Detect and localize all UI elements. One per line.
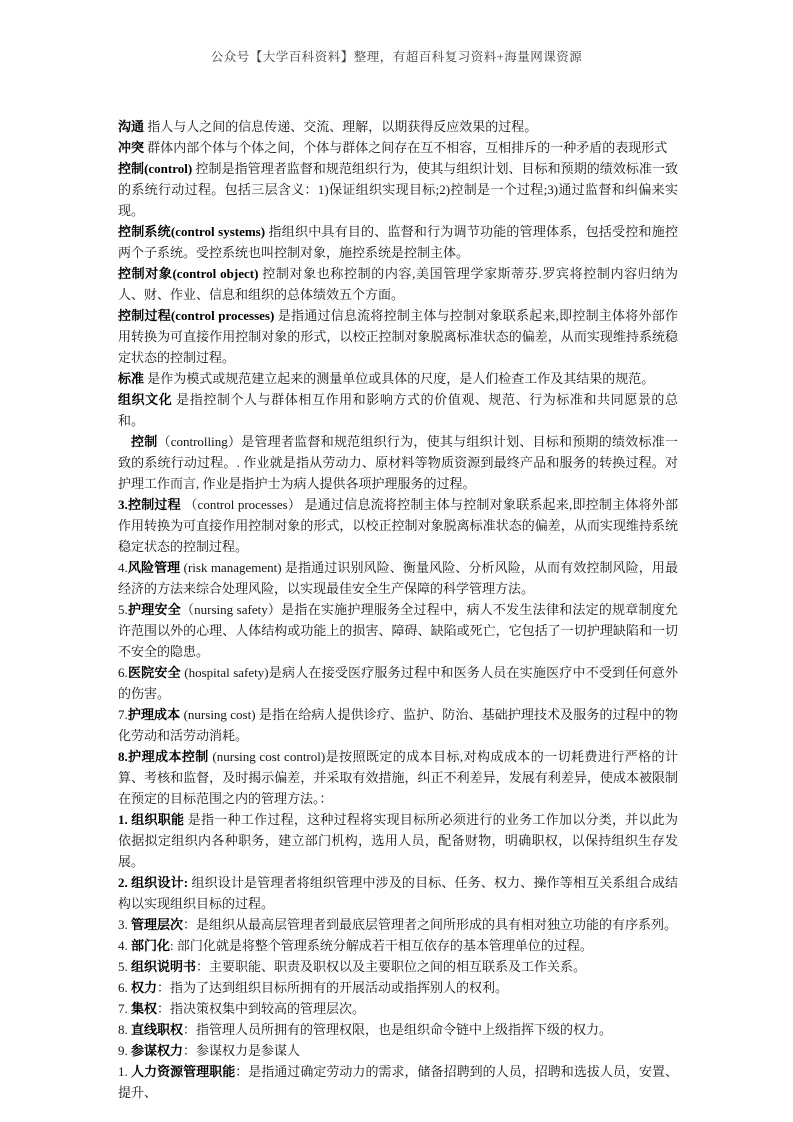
- definition-text: 群体内部个体与个体之间，个体与群体之间存在互不相容，互相排斥的一种矛盾的表现形式: [144, 140, 668, 155]
- definition-text: 6.: [118, 665, 128, 680]
- term-label: 集权: [131, 1001, 158, 1016]
- definition-paragraph: [118, 557, 678, 599]
- definition-paragraph: [118, 431, 678, 494]
- definition-text: 是指一种工作过程，这种过程将实现目标所必须进行的业务工作加以分类，并以此为依据拟定组织内各种职务，建立部门机构，选用人员，配备财物，明确职权，以保持组织生存发展。: [118, 812, 678, 869]
- term-label: 8.护理成本控制: [118, 749, 209, 764]
- term-label: 护理成本: [127, 707, 181, 722]
- definition-text: 4.: [118, 938, 131, 953]
- definition-text: 8.: [118, 1022, 131, 1037]
- definition-text: （nursing safety）是指在实施护理服务全过程中，病人不发生法律和法定的规章制度允许范围以外的心理、人体结构或功能上的损害、障碍、缺陷或死亡，它包括了一切护理缺陷和一切不安全的隐患。: [118, 602, 678, 659]
- definition-text: 控制是指管理者监督和规范组织行为，使其与组织计划、目标和预期的绩效标准一致的系统行动过程。包括三层含义：1)保证组织实现目标;2)控制是一个过程;3)通过监督和纠偏来实现。: [118, 161, 678, 218]
- term-label: 权力: [131, 980, 158, 995]
- definition-text: 是指控制个人与群体相互作用和影响方式的价值观、规范、行为标准和共同愿景的总和。: [118, 392, 678, 428]
- term-label: 3.控制过程: [118, 497, 181, 512]
- definition-text: ：主要职能、职责及职权以及主要职位之间的相互联系及工作关系。: [196, 959, 587, 974]
- definition-text: 组织设计是管理者将组织管理中涉及的目标、任务、权力、操作等相互关系组合成结构以实现组织目标的过程。: [118, 875, 678, 911]
- term-label: 控制系统(control systems): [118, 224, 266, 239]
- definition-text: 5.: [118, 602, 128, 617]
- definition-text: 5.: [118, 959, 131, 974]
- definition-text: (hospital safety)是病人在接受医疗服务过程中和医务人员在实施医疗中不受到任何意外的伤害。: [118, 665, 678, 701]
- definition-text: ：指决策权集中到较高的管理层次。: [157, 1001, 366, 1016]
- definition-text: (risk management) 是指通过识别风险、衡量风险、分析风险，从而有效控制风险，用最经济的方法来综合处理风险，以实现最佳安全生产保障的科学管理方法。: [118, 560, 678, 596]
- definition-text: （control processes） 是通过信息流将控制主体与控制对象联系起来,即控制主体将外部作用转换为可直接作用控制对象的形式，以校正控制对象脱离标准状态的偏差，从而实现维持系统稳定状态的控制过程。: [118, 497, 678, 554]
- term-label: 护理安全: [127, 602, 181, 617]
- term-label: 标准: [118, 371, 145, 386]
- definition-paragraph: [118, 389, 678, 431]
- definition-text: 7.: [118, 707, 128, 722]
- definition-paragraph: [118, 998, 678, 1019]
- term-label: 直线职权: [131, 1022, 184, 1037]
- definition-paragraph: [118, 1040, 678, 1061]
- term-label: 控制对象(control object): [118, 266, 259, 281]
- definition-text: ：是指通过确定劳动力的需求，储备招聘到的人员，招聘和选拔人员，安置、提升、: [118, 1064, 678, 1100]
- definition-text: 是作为模式或规范建立起来的测量单位或具体的尺度，是人们检查工作及其结果的规范。: [144, 371, 655, 386]
- definition-text: 1.: [118, 1064, 132, 1079]
- definition-paragraph: [118, 704, 678, 746]
- term-label: 医院安全: [127, 665, 181, 680]
- term-label: 控制过程(control processes): [118, 308, 275, 323]
- document-body: [118, 116, 678, 1103]
- definition-text: (nursing cost) 是指在给病人提供诊疗、监护、防治、基础护理技术及服务的过程中的物化劳动和活劳动消耗。: [118, 707, 678, 743]
- definition-text: (nursing cost control)是按照既定的成本目标,对构成成本的一切耗费进行严格的计算、考核和监督，及时揭示偏差，并采取有效措施，纠正不利差异，发展有利差异，使成本被限制在预定的目标范围之内的管理方法。：: [118, 749, 678, 806]
- definition-paragraph: [118, 872, 678, 914]
- definition-text: 9.: [118, 1043, 131, 1058]
- definition-paragraph: [118, 914, 678, 935]
- page-header: [0, 47, 793, 65]
- term-label: 1. 组织职能: [118, 812, 185, 827]
- definition-text: ：指管理人员所拥有的管理权限，也是组织命令链中上级指挥下级的权力。: [183, 1022, 613, 1037]
- term-label: 控制: [131, 434, 158, 449]
- definition-paragraph: [118, 599, 678, 662]
- term-label: 组织说明书: [131, 959, 197, 974]
- definition-text: 指组织中具有目的、监督和行为调节功能的管理体系，包括受控和施控两个子系统。受控系统也叫控制对象，施控系统是控制主体。: [118, 224, 678, 260]
- definition-paragraph: [118, 305, 678, 368]
- definition-text: 控制对象也称控制的内容,美国管理学家斯蒂芬.罗宾将控制内容归纳为人、财、作业、信息和组织的总体绩效五个方面。: [118, 266, 678, 302]
- definition-paragraph: [118, 368, 678, 389]
- definition-paragraph: [118, 977, 678, 998]
- term-label: 风险管理: [127, 560, 181, 575]
- definition-paragraph: [118, 746, 678, 809]
- definition-paragraph: [118, 1061, 678, 1103]
- definition-paragraph: [118, 221, 678, 263]
- term-label: 人力资源管理职能: [131, 1064, 236, 1079]
- definition-text: 4.: [118, 560, 128, 575]
- term-label: 管理层次: [131, 917, 184, 932]
- definition-text: : 部门化就是将整个管理系统分解成若干相互依存的基本管理单位的过程。: [170, 938, 593, 953]
- definition-text: 3.: [118, 917, 131, 932]
- definition-text: 指人与人之间的信息传递、交流、理解，以期获得反应效果的过程。: [144, 119, 538, 134]
- definition-text: ：参谋权力是参谋人: [183, 1043, 301, 1058]
- term-label: 部门化: [131, 938, 171, 953]
- definition-paragraph: [118, 158, 678, 221]
- definition-paragraph: [118, 956, 678, 977]
- definition-paragraph: [118, 263, 678, 305]
- term-label: 2. 组织设计:: [118, 875, 189, 890]
- header-text: 公众号【大学百科资料】整理，有超百科复习资料+海量网课资源: [210, 50, 583, 64]
- definition-paragraph: [118, 809, 678, 872]
- term-label: 组织文化: [118, 392, 173, 407]
- definition-paragraph: [118, 116, 678, 137]
- term-label: 参谋权力: [131, 1043, 184, 1058]
- definition-paragraph: [118, 935, 678, 956]
- definition-text: （controlling）是管理者监督和规范组织行为，使其与组织计划、目标和预期的绩效标准一致的系统行动过程。. 作业就是指从劳动力、原材料等物质资源到最终产品和服务的转换过程。对护理工作而言, 作业是指护士为病人提供各项护理服务的过程。: [118, 434, 678, 491]
- definition-paragraph: [118, 494, 678, 557]
- definition-text: ：是组织从最高层管理者到最底层管理者之间所形成的具有相对独立功能的有序系列。: [183, 917, 678, 932]
- definition-text: 6.: [118, 980, 131, 995]
- definition-paragraph: [118, 662, 678, 704]
- definition-text: ：指为了达到组织目标所拥有的开展活动或指挥别人的权利。: [157, 980, 509, 995]
- definition-text: 是指通过信息流将控制主体与控制对象联系起来,即控制主体将外部作用转换为可直接作用控制对象的形式，以校正控制对象脱离标准状态的偏差，从而实现维持系统稳定状态的控制过程。: [118, 308, 678, 365]
- definition-paragraph: [118, 137, 678, 158]
- term-label: 沟通: [118, 119, 145, 134]
- definition-paragraph: [118, 1019, 678, 1040]
- term-label: 冲突: [118, 140, 145, 155]
- term-label: 控制(control): [118, 161, 193, 176]
- definition-text: 7.: [118, 1001, 131, 1016]
